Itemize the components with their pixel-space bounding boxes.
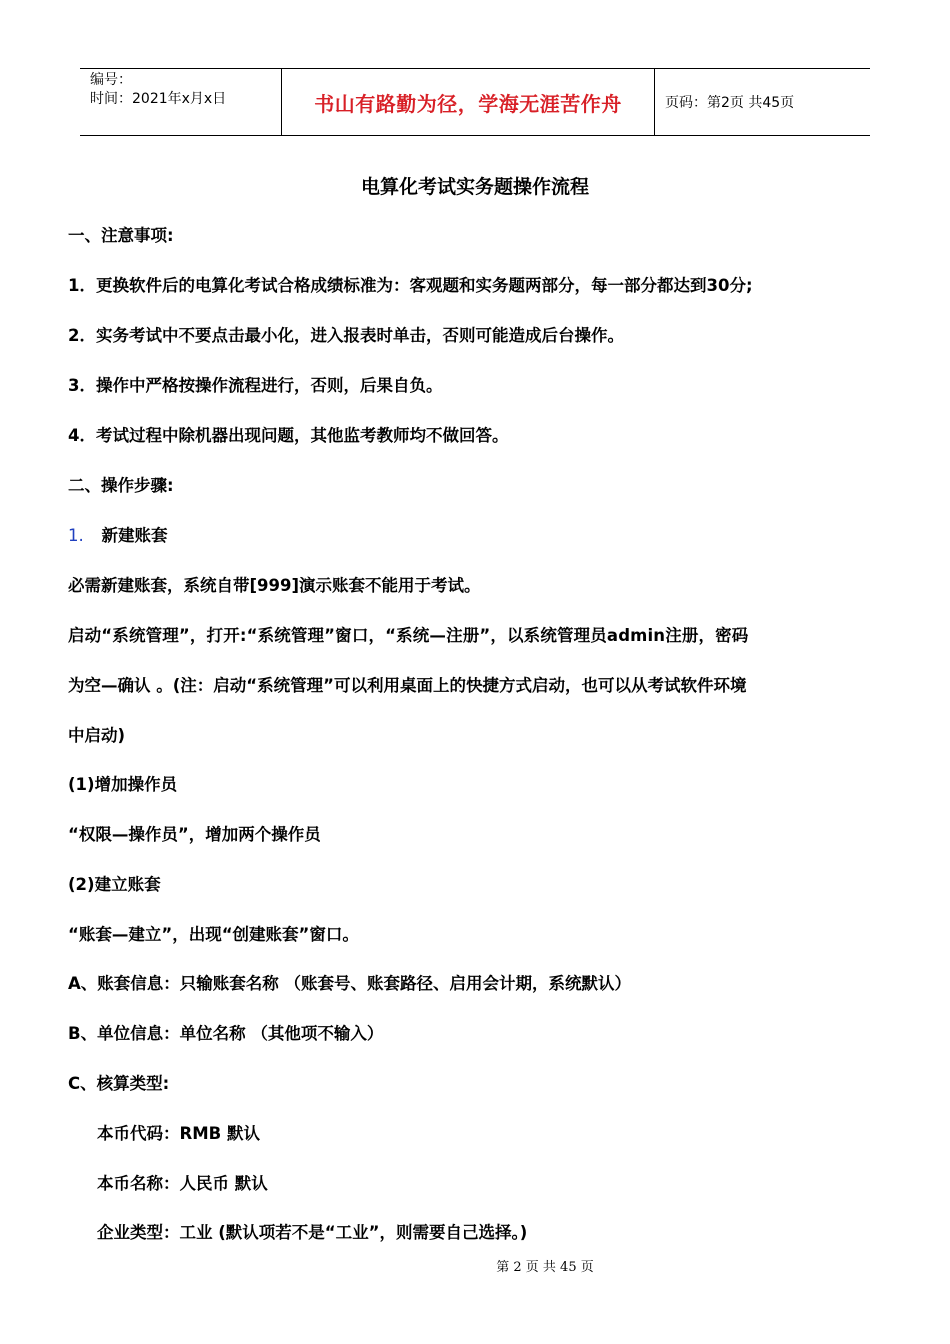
document-title: 电算化考试实务题操作流程: [360, 176, 589, 198]
paragraph-line: 启动“系统管理”，打开:“系统管理”窗口，“系统—注册”，以系统管理员admin注册，密码: [68, 626, 749, 645]
currency-code: 本币代码：RMB 默认: [97, 1124, 260, 1143]
paragraph-line: 必需新建账套，系统自带[999]演示账套不能用于考试。: [68, 576, 481, 595]
note-1: 1．更换软件后的电算化考试合格成绩标准为：客观题和实务题两部分，每一部分都达到30分;: [68, 276, 753, 295]
item-a: A、账套信息：只输账套名称 （账套号、账套路径、启用会计期，系统默认）: [68, 974, 632, 993]
step-1-heading: [68, 522, 168, 546]
note-2: 2．实务考试中不要点击最小化，进入报表时单击，否则可能造成后台操作。: [68, 326, 624, 345]
step-1-number: 1.: [68, 526, 84, 545]
currency-name: 本币名称：人民币 默认: [97, 1174, 268, 1193]
step-1-label: 新建账套: [101, 526, 168, 545]
note-4: 4．考试过程中除机器出现问题，其他监考教师均不做回答。: [68, 426, 509, 445]
paragraph-line: 为空—确认 。(注：启动“系统管理”可以利用桌面上的快捷方式启动，也可以从考试软件环境: [68, 676, 747, 695]
motto: 书山有路勤为径，学海无涯苦作舟: [314, 91, 622, 116]
section-heading-notes: 一、注意事项:: [68, 226, 174, 245]
section-heading-steps: 二、操作步骤:: [68, 476, 174, 495]
header-left-cell: [80, 69, 282, 135]
number-label: 编号：: [90, 72, 132, 88]
header-right-cell: [655, 69, 870, 135]
sub-heading-add-operator: (1)增加操作员: [68, 775, 178, 794]
paragraph-line: “账套—建立”，出现“创建账套”窗口。: [68, 925, 359, 944]
paragraph-line: 中启动): [68, 726, 126, 745]
note-3: 3．操作中严格按操作流程进行，否则，后果自负。: [68, 376, 443, 395]
page-info: 页码：第2页 共45页: [665, 95, 795, 111]
sub-heading-create-account: (2)建立账套: [68, 875, 161, 894]
header-table: [80, 68, 870, 136]
item-b: B、单位信息：单位名称 （其他项不输入）: [68, 1024, 384, 1043]
page-footer: 第 2 页 共 45 页: [496, 1260, 594, 1275]
enterprise-type: 企业类型：工业 (默认项若不是“工业”，则需要自己选择。): [97, 1223, 528, 1242]
item-c: C、核算类型:: [68, 1074, 170, 1093]
paragraph-line: “权限—操作员”，增加两个操作员: [68, 825, 321, 844]
header-mid-cell: [282, 69, 655, 135]
time-label: 时间：2021年x月x日: [90, 91, 227, 107]
